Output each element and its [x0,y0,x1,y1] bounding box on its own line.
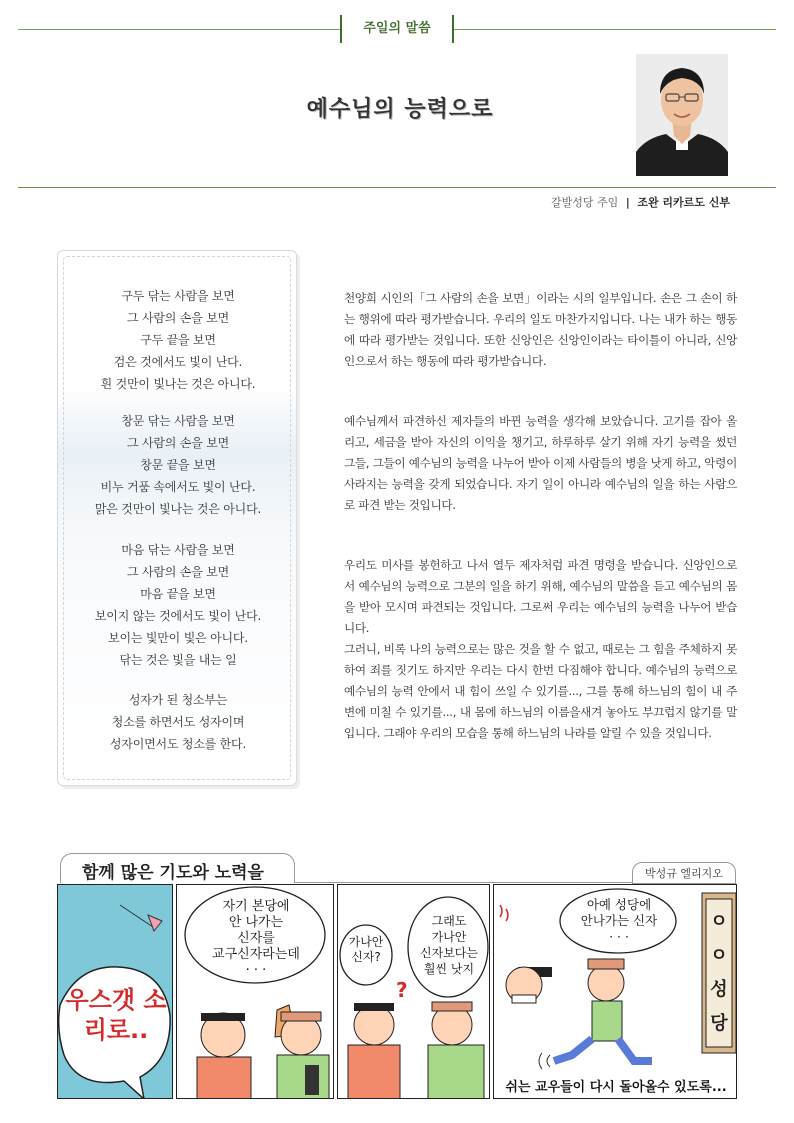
panel-2-speech [187,899,325,979]
comic-panel-3 [337,884,490,1099]
comic-author: 박성규 엘리지오 [632,862,736,884]
bird-icon [148,915,162,931]
poem-line: 그 사람의 손을 보면 [127,311,229,325]
svg-text:?: ? [396,978,408,1002]
speech-line: 신자? [351,950,381,964]
comic-panel-4 [493,884,737,1099]
byline-author: 조완 리카르도 신부 [637,196,730,209]
body-paragraph: 예수님께서 파견하신 제자들의 바뀐 능력을 생각해 보았습니다. 고기를 잡아 올리고, 세금을 받아 자신의 이익을 챙기고, 하루하루 살기 위해 자기 능력을 썼던 그들, 그들이 예수님의 능력을 나누어 받아 이제 사람들의 병을 낫게 하고, 악령이 사라지는 능력을 갖게 되었습니다. 자기 일이 아니라 예수님의 일을 하는 사람으로 파견 받는 것입니다. [344,414,737,512]
speech-line: 신자를 [237,931,275,946]
poem-line: 창문 끝을 보면 [140,458,216,472]
poem-stanza-1 [58,285,298,395]
comic-header-rule [295,882,632,883]
section-label: 주일의 말씀 [340,15,454,43]
body-paragraph-2-wrap [344,411,737,516]
header-bottom-rule [18,187,776,188]
speech-line: 신자보다는 [420,946,478,960]
speech-line: 가나안 [348,935,384,949]
panel-3-speech-right [410,913,488,977]
body-paragraph-3-wrap [344,555,737,744]
author-photo [636,54,728,176]
poem-line: 보이는 빛만이 빛은 아니다. [108,631,248,645]
speech-line: · · · [245,963,267,978]
priest-portrait-image [636,54,728,176]
speech-line: · · · [609,929,629,944]
poem-line: 창문 닦는 사람을 보면 [121,414,235,428]
poem-line: 성자가 된 청소부는 [128,693,228,707]
byline-separator: | [625,196,630,209]
panel-4-caption: 쉬는 교우들이 다시 돌아올수 있도록... [494,1077,737,1099]
header-rule-left [18,29,340,30]
speech-line: 안나가는 신자 [580,913,658,928]
body-paragraph-1-wrap [344,288,737,372]
comic-panel-1 [57,884,173,1099]
poem-stanza-4 [58,689,298,755]
poem-line: 마음 끝을 보면 [140,587,216,601]
poem-line: 구두 끝을 보면 [140,333,216,347]
poem-line: 보이지 않는 것에서도 빛이 난다. [94,609,262,623]
poem-box [57,250,297,786]
poem-line: 구두 닦는 사람을 보면 [121,289,235,303]
poem-line: 청소를 하면서도 성자이며 [111,715,245,729]
speech-line: 아예 성당에 [586,897,652,912]
poem-line: 맑은 것만이 빛나는 것은 아니다. [94,502,262,516]
poem-stanza-2 [58,410,298,520]
poem-line: 비누 거품 속에서도 빛이 난다. [100,480,256,494]
poem-line: 마음 닦는 사람을 보면 [121,543,235,557]
body-paragraph: 천양희 시인의「그 사람의 손을 보면」이라는 시의 일부입니다. 손은 그 손이 하는 행위에 따라 평가받습니다. 우리의 일도 마찬가지입니다. 나는 내가 하는 행동에 따라 평가받는 것입니다. 또한 신앙인은 신앙인이라는 타이틀이 아니라, 신앙인으로서 하는 행동에 따라 평가받습니다. [344,291,737,368]
speech-line: 안 나가는 [228,915,284,930]
body-paragraph: 그러니, 비록 나의 능력으로는 많은 것을 할 수 없고, 때로는 그 힘을 주체하지 못하여 죄를 짓기도 하지만 우리는 다시 한번 다짐해야 합니다. 예수님의 능력으로 예수님의 능력 안에서 내 힘이 쓰일 수 있기를..., 그를 통해 하느님의 힘이 내 주변에 미칠 수 있기를..., 내 몸에 하느님의 이름을새겨 놓아도 부끄럽지 않기를 말입니다. 그래야 우리의 모습을 통해 하느님의 나라를 알릴 수 있을 것입니다. [344,642,737,740]
poem-line: 닦는 것은 빛을 내는 일 [119,653,237,667]
panel-4-speech [564,897,674,945]
byline-parish: 갈발성당 주임 [551,196,619,209]
panel-1-text: 우스갯 소리로.. [65,986,167,1044]
speech-line: 훨씬 낫지 [423,962,475,976]
poem-line: 흰 것만이 빛나는 것은 아니다. [100,377,256,391]
speech-line: 자기 본당에 [222,899,290,914]
speech-line: 그래도 [431,914,467,928]
comic-title: 함께 많은 기도와 노력을 [82,863,264,883]
speech-line: 가나안 [431,930,467,944]
speech-line: 교구신자라는데 [212,947,300,962]
poem-stanza-3 [58,539,298,671]
panel-3-speech-left [340,935,392,965]
comic-panel-2 [176,884,334,1099]
poem-line: 그 사람의 손을 보면 [127,436,229,450]
poem-line: 성자이면서도 청소를 한다. [109,737,247,751]
header-rule-right [454,29,776,30]
body-paragraph: 우리도 미사를 봉헌하고 나서 열두 제자처럼 파견 명령을 받습니다. 신앙인으로서 예수님의 능력으로 그분의 일을 하기 위해, 예수님의 말씀을 듣고 예수님의 몸을 받아 모시며 파견되는 것입니다. 그로써 우리는 예수님의 능력을 나누어 받습니다. [344,558,737,635]
poem-line: 검은 것에서도 빛이 난다. [113,355,243,369]
church-sign-text: ㅇㅇ성당 [710,911,728,1034]
poem-line: 그 사람의 손을 보면 [127,565,229,579]
byline [551,194,730,210]
page-title: 예수님의 능력으로 [306,97,494,122]
